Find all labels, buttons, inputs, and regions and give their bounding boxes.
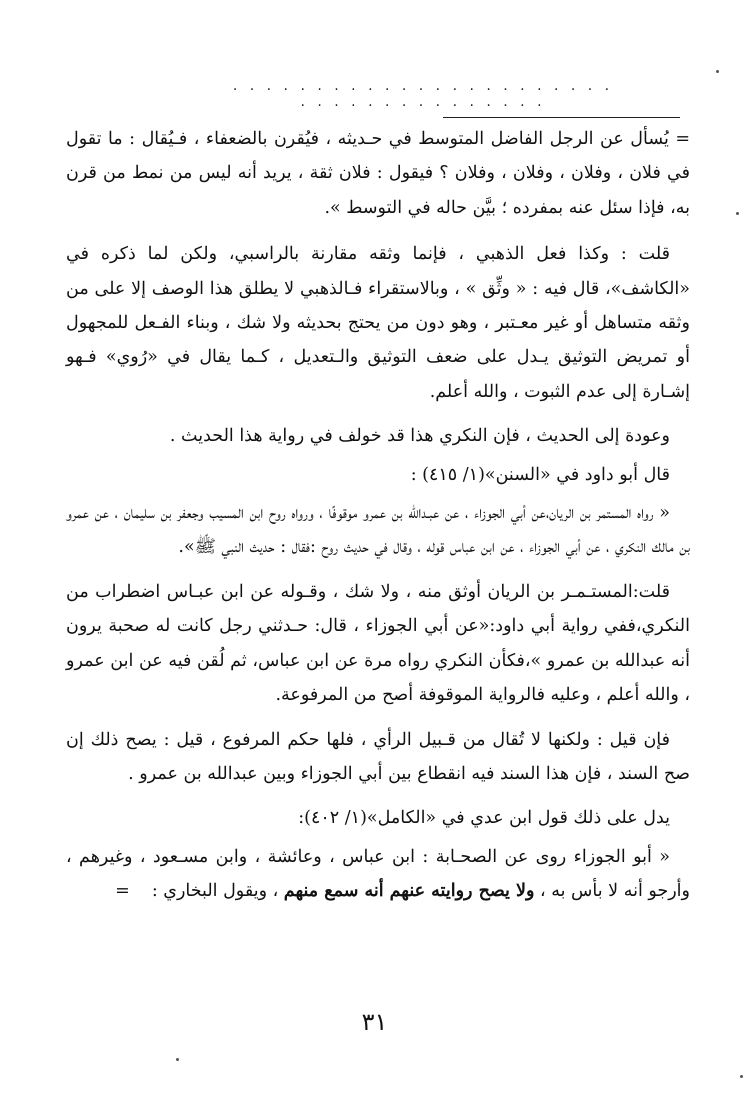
paragraph-ibn-adi-cite: يدل على ذلك قول ابن عدي في «الكامل»(١/ ٤٠٢): <box>298 808 670 829</box>
scan-speck <box>716 70 719 73</box>
paragraph-abu-dawud-quote: « رواه المستمر بن الريان،عن أبي الجوزاء ، عن عبـدالله بن عمرو موقوفًا ، ورواه روح ابن المسيب وجعفر بن سليمان ، عن عمرو بن مالك النكري ، عن أبي الجوزاء ، عن ابن عباس قوله ، وقال في حديث روح :فقال : حديث النبي ﷺ». <box>66 503 690 558</box>
paragraph-abu-dawud-cite: قال أبو داود في «السنن»(١/ ٤١٥) : <box>410 464 670 485</box>
paragraph-ibn-adi-quote <box>66 840 690 909</box>
scan-speck <box>736 212 739 215</box>
continuation-mark: = <box>115 881 130 902</box>
header-dots: . . . . . . . . . . . . . . . . . . . . . . . . . . . . . . . . . . . . . . <box>232 78 614 110</box>
footnote-continuation: = يُسأل عن الرجل الفاضل المتوسط في حـديثه ، فيُقرن بالضعفاء ، فـيُقال : ما تقول في فلان ، وفلان ، وفلان ، وفلان ؟ فيقول : فلان ثقة ، يريد أنه ليس من نمط من قرن به، فإذا سئل عنه بمفرده ؛ بيَّن حاله في التوسط ». <box>66 129 690 218</box>
page-number: ٣١ <box>361 1008 388 1036</box>
paragraph-mustamir: قلت:المستـمـر بن الريان أوثق منه ، ولا شك ، وقـوله عن ابن عبـاس اضطراب من النكري،ففي رواية أبي داود:«عن أبي الجوزاء ، قال: حـدثني رجل كانت له صحبة يرون أنه عبدالله بن عمرو »،فكأن النكري رواه مرة عن ابن عباس، ثم لُقن فيه عن ابن عمرو ، والله أعلم ، وعليه فالرواية الموقوفة أصح من المرفوعة. <box>66 581 690 706</box>
scan-speck <box>176 1058 179 1061</box>
quote-text-end: ، ويقول البخاري : <box>151 881 284 902</box>
paragraph-dhahabi: قلت : وكذا فعل الذهبي ، فإنما وثقه مقارنة بالراسبي، ولكن لما ذكره في «الكاشف»، قال فيه : « وثِّق » ، وبالاستقراء فـالذهبي لا يطلق هذا الوصف إلا على من وثقه متساهل أو غير معـتبر ، وهو دون من يحتج بحديثه ولا شك ، وبناء الفـعل للمجهول أو تمريض التوثيق يـدل على ضعف التوثيق والـتعديل ، كـما يقال في «رُوي» فـهو إشـارة إلى عدم الثبوت ، والله أعلم. <box>66 244 690 402</box>
footnote-separator <box>443 117 680 118</box>
paragraph-objection: فإن قيل : ولكنها لا تُقال من قـبيل الرأي ، فلها حكم المرفوع ، قيل : يصح ذلك إن صح السند ، فإن هذا السند فيه انقطاع بين أبي الجوزاء وبين عبدالله بن عمرو . <box>66 729 690 784</box>
paragraph-return: وعودة إلى الحديث ، فإن النكري هذا قد خولف في رواية هذا الحديث . <box>169 426 670 447</box>
scan-speck <box>740 1075 743 1078</box>
quote-emphasis: ولا يصح روايته عنهم أنه سمع منهم <box>283 881 535 902</box>
page-body <box>66 122 690 909</box>
quote-text: « أبو الجوزاء روى عن الصحـابة : ابن عباس ، وعائشة ، وابن مسـعود ، وغيرهم ، وأرجو أنه لا بأس به ، <box>66 846 690 902</box>
